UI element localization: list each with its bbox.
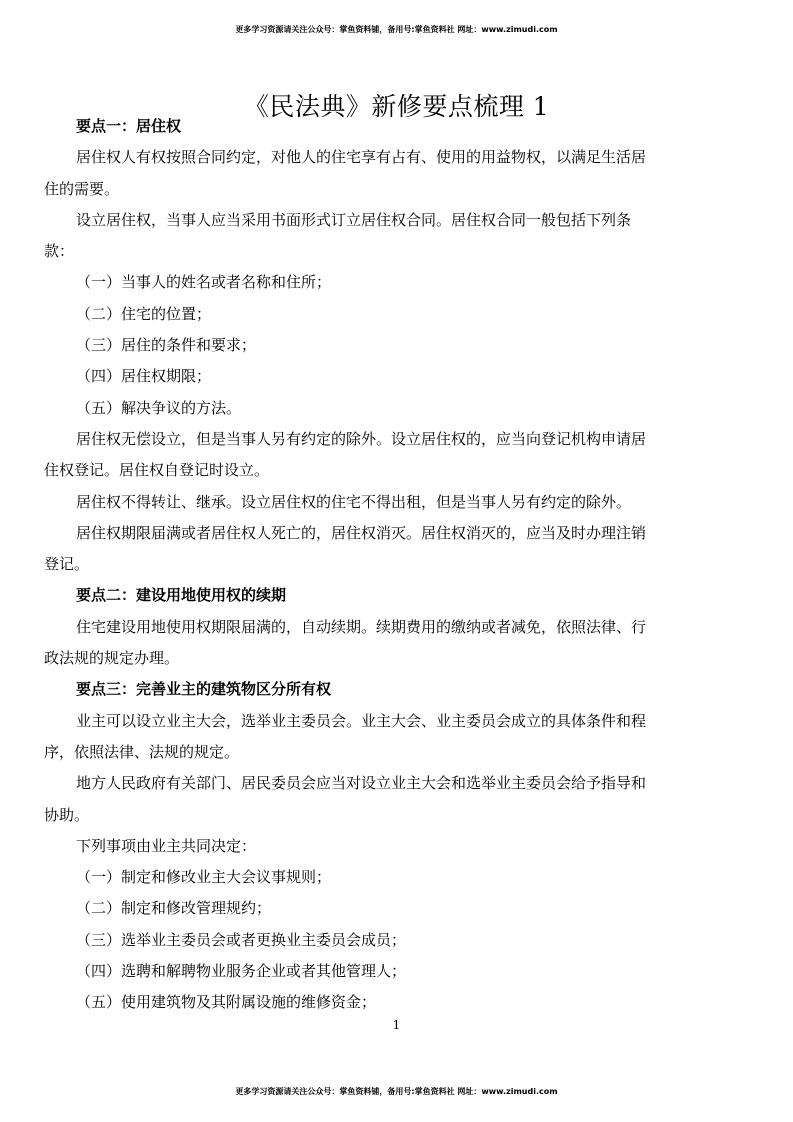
document-body: [44, 111, 744, 1019]
paragraph-line: 序，依照法律、法规的规定。: [44, 742, 240, 761]
paragraph-line: 业主可以设立业主大会，选举业主委员会。业主大会、业主委员会成立的具体条件和程: [76, 711, 647, 730]
top-banner: 更多学习资源请关注公众号：掌鱼资料铺，备用号:掌鱼资料社 网址：www.zimudi.com: [235, 25, 558, 34]
paragraph-line: 设立居住权，当事人应当采用书面形式订立居住权合同。居住权合同一般包括下列条: [76, 210, 632, 229]
paragraph-line: （二）住宅的位置；: [76, 304, 212, 323]
paragraph-line: 住权登记。居住权自登记时设立。: [44, 461, 270, 480]
section-heading: 要点三：完善业主的建筑物区分所有权: [76, 680, 332, 699]
paragraph-line: 住宅建设用地使用权期限届满的，自动续期。续期费用的缴纳或者减免，依照法律、行: [76, 617, 647, 636]
paragraph-line: 政法规的规定办理。: [44, 649, 180, 668]
paragraph-line: 款：: [44, 242, 75, 261]
paragraph-line: 住的需要。: [44, 179, 120, 198]
paragraph-line: （五）解决争议的方法。: [76, 398, 242, 417]
paragraph-line: 居住权不得转让、继承。设立居住权的住宅不得出租，但是当事人另有约定的除外。: [76, 492, 632, 511]
paragraph-line: 地方人民政府有关部门、居民委员会应当对设立业主大会和选举业主委员会给予指导和: [76, 774, 647, 793]
bottom-banner: 更多学习资源请关注公众号：掌鱼资料铺，备用号:掌鱼资料社 网址：www.zimudi.com: [235, 1087, 558, 1096]
paragraph-line: （三）选举业主委员会或者更换业主委员会成员；: [76, 930, 407, 949]
paragraph-line: （二）制定和修改管理规约；: [76, 899, 272, 918]
paragraph-line: （三）居住的条件和要求；: [76, 336, 257, 355]
paragraph-line: （一）制定和修改业主大会议事规则；: [76, 868, 332, 887]
section-heading: 要点二：建设用地使用权的续期: [76, 586, 287, 605]
document-title: 《民法典》新修要点梳理 1: [243, 91, 550, 121]
paragraph-line: 居住权人有权按照合同约定，对他人的住宅享有占有、使用的用益物权，以满足生活居: [76, 148, 647, 167]
page-number: 1: [392, 1018, 401, 1032]
paragraph-line: （四）居住权期限；: [76, 367, 212, 386]
paragraph-line: 登记。: [44, 555, 90, 574]
section-heading: 要点一：居住权: [76, 117, 182, 135]
paragraph-line: （五）使用建筑物及其附属设施的维修资金；: [76, 993, 377, 1012]
paragraph-line: （一）当事人的姓名或者名称和住所；: [76, 273, 332, 292]
paragraph-line: （四）选聘和解聘物业服务企业或者其他管理人；: [76, 962, 407, 981]
paragraph-line: 居住权期限届满或者居住权人死亡的，居住权消灭。居住权消灭的，应当及时办理注销: [76, 523, 647, 542]
paragraph-line: 居住权无偿设立，但是当事人另有约定的除外。设立居住权的，应当向登记机构申请居: [76, 429, 647, 448]
paragraph-line: 协助。: [44, 805, 90, 824]
paragraph-line: 下列事项由业主共同决定：: [76, 836, 257, 855]
